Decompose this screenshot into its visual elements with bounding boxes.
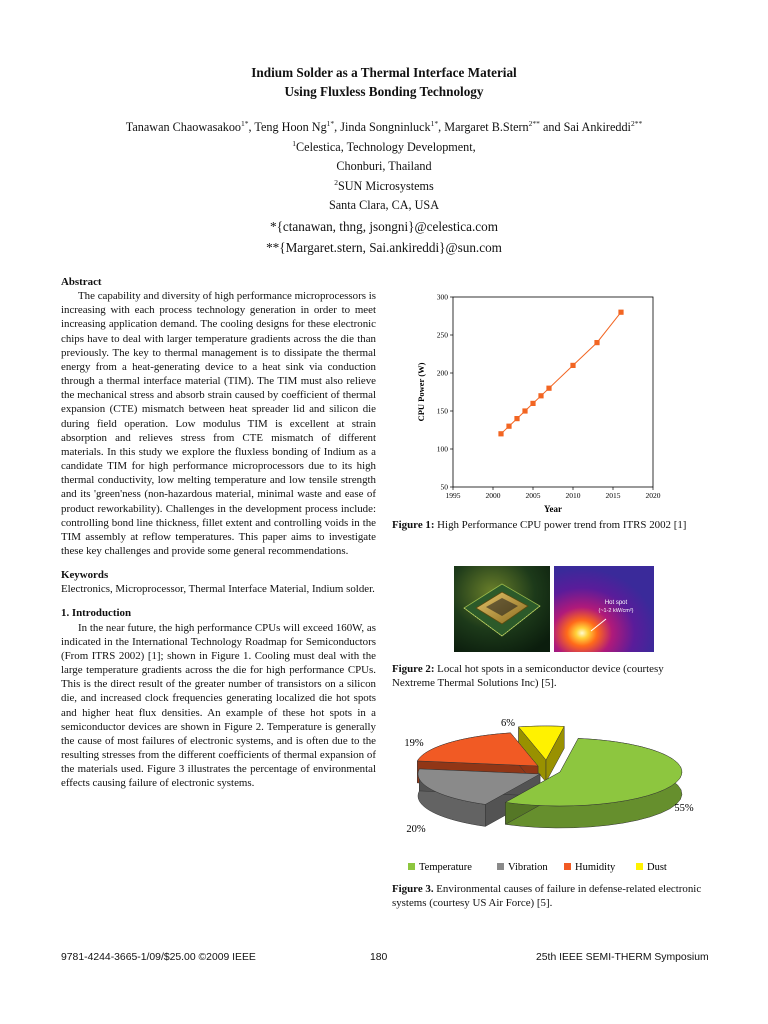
figure-3-caption-text: Environmental causes of failure in defense-related electronic systems (courtesy US Air Force) [5]. (392, 883, 702, 909)
x-tick-label: 2010 (565, 491, 581, 500)
author-mark: 1* (241, 118, 249, 128)
legend-label: Temperature (419, 862, 472, 873)
pie-value-label: 6% (501, 718, 515, 729)
data-point (514, 416, 519, 421)
y-tick-label: 50 (440, 482, 448, 492)
affiliation-2 (0, 177, 768, 197)
footer-conference: 25th IEEE SEMI-THERM Symposium (536, 952, 709, 963)
affiliation-1-city: Chonburi, Thailand (336, 159, 432, 174)
hot-spot-label: Hot spot (604, 600, 628, 606)
abstract-text: The capability and diversity of high performance microprocessors is increasing with each process technology generation in order to meet increasing application demand. The cooling designs for these electronic chips have to deal with larger temperature gradients across the die than previously. The key to thermal management is to dissipate the thermal energy from a heat-generating device to a heat sink via conduction through a thermal interface material (TIM). The TIM must also relieve the mechanical stress and absorb strain caused by coefficient of thermal expansion (CTE) mismatch between heat spreader lid and silicon die during field operation. Low modulus TIM is excellent at strain absorption and relieves stress from CTE mismatch of different materials. In this study we explore the fluxless bonding of Indium as a candidate TIM for high performance microprocessors due to its high thermal conductivity, low melting temperature and low tensile strength and its 'green'ness (non-hazardous material, minimal waste and ease of product reworkability). Challenges in the development process include: controlling bond line thickness, fillet extent and controlling voids in the TIM assembly at reflow temperatures. This paper aims to investigate these key challenges and provide some general recommendations. (61, 290, 376, 557)
keywords-text: Electronics, Microprocessor, Thermal Interface Material, Indium solder. (61, 583, 375, 596)
email-2: **{Margaret.stern, Sai.ankireddi}@sun.com (266, 239, 502, 255)
title-line-2: Using Fluxless Bonding Technology (284, 84, 484, 99)
legend-swatch (408, 863, 415, 870)
x-tick-label: 2000 (485, 491, 501, 500)
affiliation-mark: 1 (292, 138, 297, 148)
data-point (498, 431, 503, 436)
introduction-text: In the near future, the high performance CPUs will exceed 160W, as indicated in the International Technology Roadmap for Semiconductors (From ITRS 2002) [1]; shown in Figure 1. Cooling must deal with the large temperature gradients across the die for high performance CPUs. This is the direct result of the greater number of transistors on a silicon die, and increased clock frequencies generating localized die hot spots and higher heat flux densities. An example of these hot spots in a semiconductor devices are shown in Figure 2. Temperature is generally the cause of most failures of electronic systems, and is often due to the resulting stresses from the different coefficients of thermal expansion of the materials used. Figure 3 illustrates the percentage of environmental effects causing failure of electronic systems. (61, 621, 376, 790)
data-point (594, 340, 599, 345)
figure-1-caption-text: High Performance CPU power trend from ITRS 2002 [1] (434, 519, 687, 531)
author-mark: 2** (528, 118, 540, 128)
legend-label: Vibration (508, 862, 548, 873)
author-mark: 1* (326, 118, 335, 128)
figure-1 (392, 288, 707, 521)
author-block (0, 118, 768, 258)
introduction-heading: 1. Introduction (61, 607, 131, 620)
author-list (0, 118, 768, 138)
affiliation-text: SUN Microsystems (337, 178, 434, 193)
x-tick-label: 2005 (525, 491, 541, 500)
legend-swatch (636, 863, 643, 870)
x-axis-label: Year (544, 504, 562, 514)
failure-causes-pie (396, 712, 708, 880)
y-tick-label: 150 (436, 406, 448, 416)
affiliation-1 (0, 138, 768, 158)
author-name: , Margaret B.Stern (438, 120, 529, 134)
figure-1-caption (392, 518, 707, 532)
data-point (530, 401, 535, 406)
affiliation-2-city: Santa Clara, CA, USA (328, 198, 439, 213)
data-point (618, 310, 623, 315)
data-point (538, 393, 543, 398)
x-tick-label: 1995 (445, 491, 461, 500)
page-number: 180 (370, 952, 388, 963)
affiliation-mark: 2 (334, 177, 338, 187)
footer-isbn: 9781-4244-3665-1/09/$25.00 ©2009 IEEE (61, 952, 256, 963)
hot-spot-images (454, 566, 654, 652)
data-point (570, 363, 575, 368)
figure-3 (396, 712, 708, 880)
y-tick-label: 250 (436, 330, 448, 340)
hot-spot-value: (~1-2 kW/cm²) (598, 608, 634, 614)
author-name: , Jinda Songninluck (334, 120, 431, 134)
left-column (61, 275, 376, 790)
x-tick-label: 2015 (605, 491, 621, 500)
plot-frame (453, 297, 653, 487)
affiliation-text: Celestica, Technology Development, (296, 139, 476, 154)
legend-swatch (497, 863, 504, 870)
author-name: Tanawan Chaowasakoo (125, 120, 242, 134)
cpu-power-chart (392, 288, 707, 516)
figure-2-label: Figure 2: (392, 663, 435, 675)
figure-2-caption (392, 662, 707, 690)
legend-label: Humidity (575, 862, 616, 873)
figure-3-caption (392, 882, 707, 910)
y-axis-label: CPU Power (W) (416, 362, 426, 422)
paper-title (0, 63, 768, 101)
figure-2 (454, 566, 654, 652)
title-line-1: Indium Solder as a Thermal Interface Material (251, 65, 517, 80)
author-mark: 2** (630, 118, 643, 128)
author-name: and Sai Ankireddi (539, 120, 631, 134)
keywords-heading: Keywords (61, 569, 109, 582)
legend-label: Dust (647, 862, 667, 873)
y-tick-label: 200 (436, 368, 448, 378)
chip-photo (454, 566, 550, 652)
legend-swatch (564, 863, 571, 870)
data-point (546, 386, 551, 391)
abstract-heading: Abstract (61, 276, 102, 288)
data-point (522, 408, 527, 413)
thermal-map (554, 566, 654, 652)
x-tick-label: 2020 (645, 491, 661, 500)
y-tick-label: 100 (436, 444, 448, 454)
pie-value-label: 55% (674, 803, 694, 814)
author-name: , Teng Hoon Ng (248, 120, 327, 134)
figure-3-label: Figure 3. (392, 883, 434, 895)
author-mark: 1* (430, 118, 439, 128)
pie-value-label: 19% (404, 738, 424, 749)
pie-value-label: 20% (406, 824, 426, 835)
data-point (506, 424, 511, 429)
y-tick-label: 300 (436, 292, 448, 302)
email-1: *{ctanawan, thng, jsongni}@celestica.com (269, 218, 499, 234)
series-line (501, 312, 621, 434)
figure-2-caption-text: Local hot spots in a semiconductor device (courtesy Nextreme Thermal Solutions Inc) [5]. (392, 663, 664, 689)
figure-1-label: Figure 1: (392, 519, 435, 531)
